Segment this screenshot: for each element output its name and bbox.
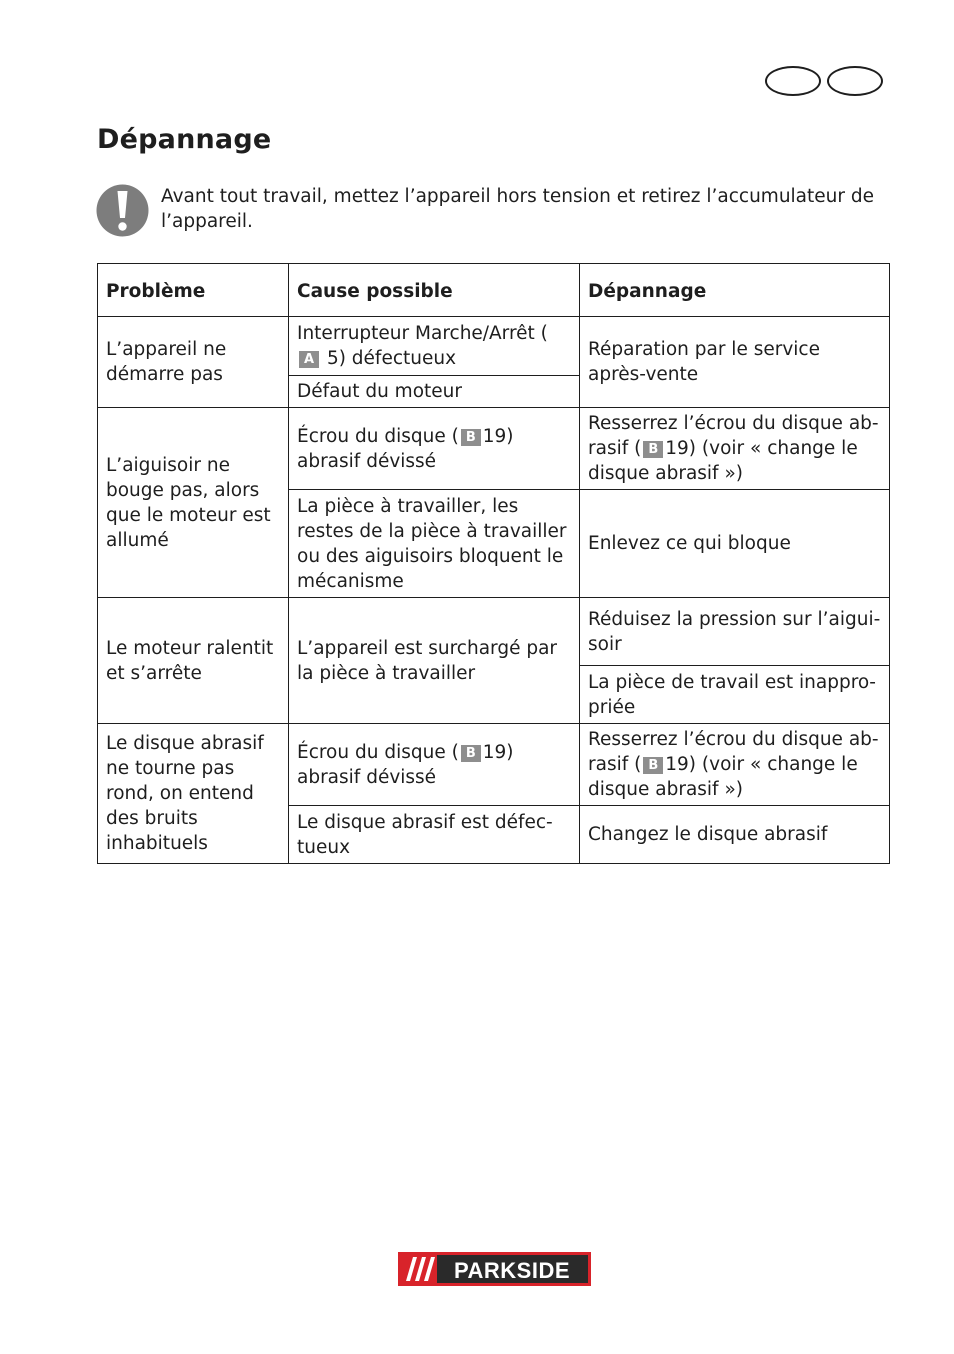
troubleshooting-table: [97, 263, 890, 864]
cause-cell: [289, 724, 580, 806]
header-problem: Problème: [98, 264, 289, 317]
cause-cell: Défaut du moteur: [289, 376, 580, 408]
figure-badge: B: [461, 745, 481, 762]
table-row: [98, 317, 890, 376]
header-cause: Cause possible: [289, 264, 580, 317]
table-header-row: [98, 264, 890, 317]
header-remedy: Dépannage: [580, 264, 890, 317]
figure-badge: A: [299, 351, 319, 368]
language-indicator: [765, 66, 883, 96]
cause-text: Interrupteur Marche/Arrêt (: [297, 323, 548, 344]
remedy-cell: Réduisez la pression sur l’aiguisoir: [580, 598, 890, 666]
table-row: [98, 598, 890, 666]
page-title: Dépannage: [97, 124, 272, 155]
cause-cell: [289, 317, 580, 376]
table-row: [98, 724, 890, 806]
cause-cell: L’appareil est surchargé par la pièce à travailler: [289, 598, 580, 724]
exclamation-warning-icon: [96, 184, 149, 237]
figure-badge: B: [643, 441, 663, 458]
parkside-logo: [398, 1252, 591, 1286]
problem-cell: Le moteur ralentit et s’arrête: [98, 598, 289, 724]
remedy-text: Resserrez l’écrou du disque abrasif (: [588, 413, 879, 459]
language-oval-right: [827, 66, 883, 96]
table-row: [98, 408, 890, 490]
remedy-text: 19) (voir « change le disque abrasif »): [588, 754, 858, 800]
remedy-cell: Réparation par le service après-vente: [580, 317, 890, 408]
remedy-cell: Enlevez ce qui bloque: [580, 490, 890, 598]
remedy-cell: [580, 724, 890, 806]
cause-cell: Le disque abrasif est défectueux: [289, 806, 580, 864]
cause-text: Écrou du disque (: [297, 741, 459, 763]
problem-cell: L’appareil ne démarre pas: [98, 317, 289, 408]
warning-text: Avant tout travail, mettez l’appareil hors tension et retirez l’accumulateur de l’appareil.: [161, 186, 874, 232]
figure-badge: B: [461, 429, 481, 446]
remedy-cell: [580, 408, 890, 490]
language-oval-left: [765, 66, 821, 96]
cause-text: 19) abrasif dévissé: [297, 741, 514, 788]
remedy-text: Resserrez l’écrou du disque abrasif (: [588, 729, 879, 775]
cause-text: 19) abrasif dévissé: [297, 425, 514, 472]
logo-text: PARKSIDE: [453, 1258, 571, 1283]
cause-cell: [289, 408, 580, 490]
cause-text: Écrou du disque (: [297, 425, 459, 447]
problem-cell: L’aiguisoir ne bouge pas, alors que le moteur est allumé: [98, 408, 289, 598]
cause-cell: La pièce à travailler, les restes de la pièce à travailler ou des aiguisoirs bloquent le mécanisme: [289, 490, 580, 598]
remedy-text: 19) (voir « change le disque abrasif »): [588, 438, 858, 484]
problem-cell: Le disque abrasif ne tourne pas rond, on entend des bruits inhabituels: [98, 724, 289, 864]
figure-badge: B: [643, 757, 663, 774]
remedy-cell: La pièce de travail est inappropriée: [580, 666, 890, 724]
cause-text: 5) défectueux: [321, 348, 457, 369]
remedy-cell: Changez le disque abrasif: [580, 806, 890, 864]
